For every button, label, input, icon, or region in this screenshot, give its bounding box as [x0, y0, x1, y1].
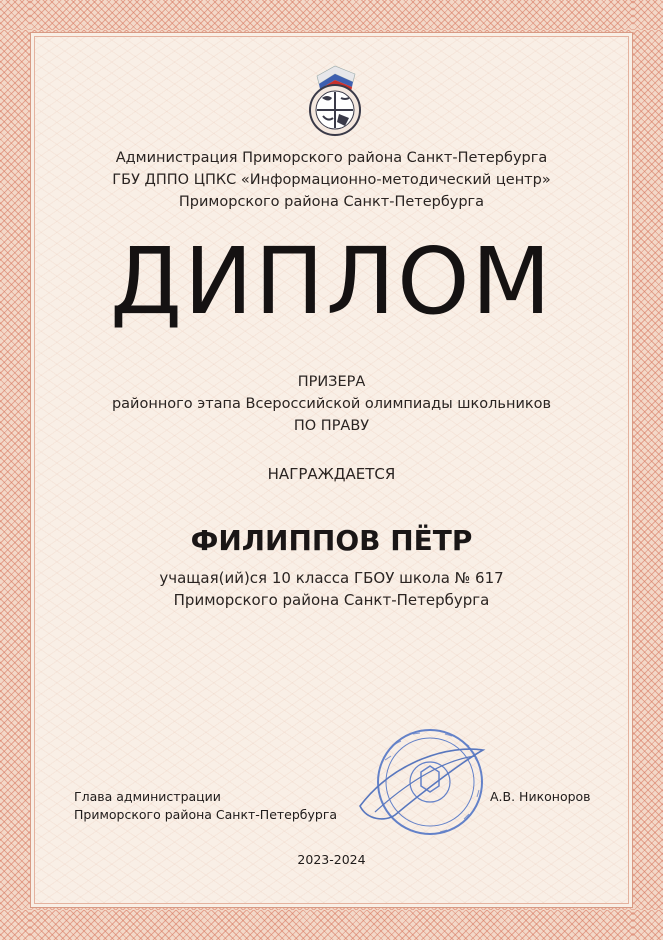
position-line-2: Приморского района Санкт-Петербурга — [74, 807, 338, 822]
olympiad-emblem-icon — [295, 62, 375, 140]
recipient-name: ФИЛИППОВ ПЁТР — [190, 524, 473, 557]
signatory-name: А.В. Никоноров — [490, 789, 591, 804]
prize-label: ПРИЗЕРА — [297, 374, 366, 390]
subject-line: ПО ПРАВУ — [293, 418, 370, 434]
student-line: учащая(ий)ся 10 класса ГБОУ школа № 617 — [159, 569, 504, 587]
org-line-3: Приморского района Санкт-Петербурга — [178, 194, 485, 210]
diploma-title: ДИПЛОМ — [110, 228, 553, 335]
signatory-position — [74, 788, 337, 824]
official-stamp-icon — [355, 720, 495, 840]
position-line-1: Глава администрации — [74, 789, 221, 804]
academic-year: 2023-2024 — [297, 852, 366, 867]
awarded-label: НАГРАЖДАЕТСЯ — [267, 465, 396, 483]
district-line: Приморского района Санкт-Петербурга — [173, 591, 490, 609]
org-line-2: ГБУ ДППО ЦПКС «Информационно-методический центр» — [112, 172, 551, 188]
org-line-1: Администрация Приморского района Санкт-Петербурга — [115, 150, 548, 166]
olympiad-line: районного этапа Всероссийской олимпиады школьников — [111, 396, 552, 412]
